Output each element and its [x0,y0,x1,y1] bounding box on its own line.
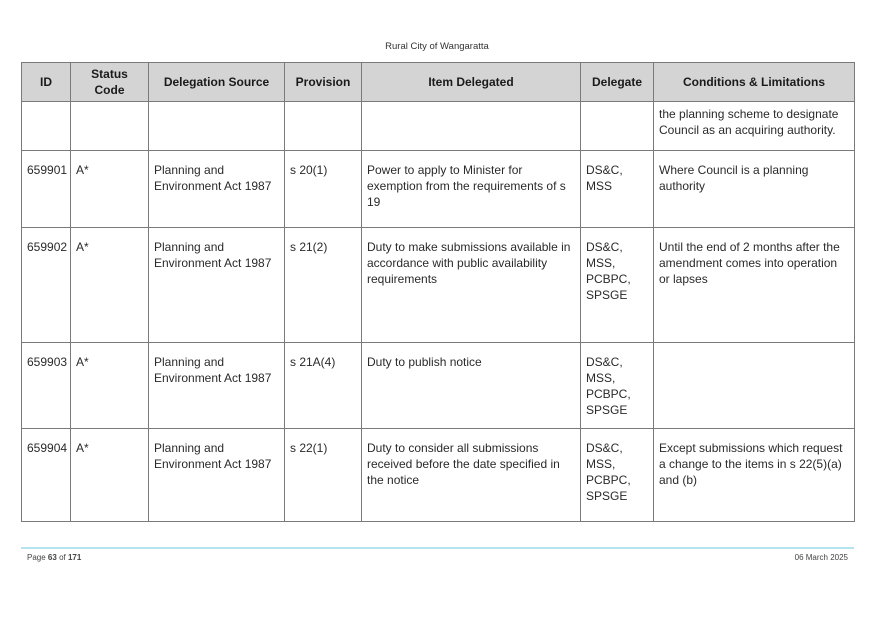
cell-delegate: DS&C, MSS [581,151,654,228]
cell-conditions [654,343,855,429]
table-row [22,429,855,522]
cell-source: Planning and Environment Act 1987 [149,429,285,522]
table-row [22,102,855,151]
page-header: Rural City of Wangaratta [385,41,489,52]
cell-conditions: Until the end of 2 months after the amendment comes into operation or lapses [654,228,855,343]
cell-status [71,102,149,151]
column-header-delegate: Delegate [581,63,654,102]
cell-item: Duty to make submissions available in accordance with public availability requirements [362,228,581,343]
column-header-id: ID [22,63,71,102]
cell-item: Duty to publish notice [362,343,581,429]
cell-item: Power to apply to Minister for exemption from the requirements of s 19 [362,151,581,228]
page-current: 63 [47,553,57,562]
column-header-provision: Provision [285,63,362,102]
cell-id [22,102,71,151]
page-total: 171 [67,553,82,562]
footer-divider [21,547,854,549]
cell-status: A* [71,151,149,228]
cell-source: Planning and Environment Act 1987 [149,151,285,228]
cell-conditions: the planning scheme to designate Council as an acquiring authority. [654,102,855,151]
table-row [22,343,855,429]
cell-status: A* [71,228,149,343]
page-label: Page [27,553,46,562]
delegation-table [21,62,855,522]
cell-source [149,102,285,151]
cell-provision: s 22(1) [285,429,362,522]
cell-provision: s 20(1) [285,151,362,228]
footer-date: 06 March 2025 [794,553,848,562]
cell-delegate: DS&C, MSS, PCBPC, SPSGE [581,429,654,522]
cell-item [362,102,581,151]
cell-delegate: DS&C, MSS, PCBPC, SPSGE [581,228,654,343]
column-header-item-delegated: Item Delegated [362,63,581,102]
page-number [27,553,81,562]
cell-conditions: Where Council is a planning authority [654,151,855,228]
cell-id: 659901 [22,151,71,228]
table-row [22,151,855,228]
cell-delegate [581,102,654,151]
cell-id: 659902 [22,228,71,343]
cell-id: 659903 [22,343,71,429]
cell-status: A* [71,343,149,429]
cell-id: 659904 [22,429,71,522]
column-header-conditions: Conditions & Limitations [654,63,855,102]
cell-provision: s 21(2) [285,228,362,343]
table-header-row [22,63,855,102]
table-row [22,228,855,343]
column-header-delegation-source: Delegation Source [149,63,285,102]
cell-source: Planning and Environment Act 1987 [149,343,285,429]
column-header-status-code: Status Code [71,63,149,102]
cell-item: Duty to consider all submissions received before the date specified in the notice [362,429,581,522]
cell-delegate: DS&C, MSS, PCBPC, SPSGE [581,343,654,429]
cell-provision: s 21A(4) [285,343,362,429]
cell-conditions: Except submissions which request a change to the items in s 22(5)(a) and (b) [654,429,855,522]
page-of-label: of [59,553,66,562]
cell-source: Planning and Environment Act 1987 [149,228,285,343]
cell-provision [285,102,362,151]
cell-status: A* [71,429,149,522]
